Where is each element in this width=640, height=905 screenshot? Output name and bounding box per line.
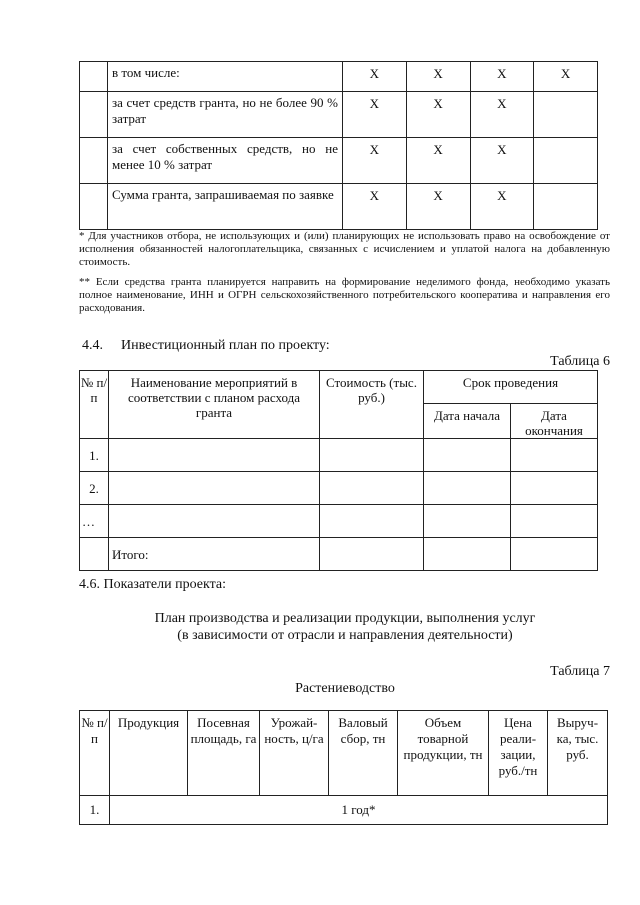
- grant-cost-table: [79, 61, 598, 230]
- footnote-fund: ** Если средства гранта планируется направить на формирование неделимого фонда, необходимо указать полное наименование, ИНН и ОГРН сельскохозяйственного потребительского кооператива и направления его расходования.: [79, 276, 610, 314]
- mark-cell: Х: [470, 184, 534, 230]
- header-revenue: Выруч-ка, тыс. руб.: [548, 711, 608, 796]
- table-header-row: [80, 371, 598, 404]
- header-start-date: Дата начала: [424, 404, 511, 439]
- row-name: [109, 472, 320, 505]
- row-number: 2.: [80, 472, 109, 505]
- section-title: Инвестиционный план по проекту:: [121, 338, 330, 353]
- row-description: в том числе:: [108, 62, 343, 92]
- footnote-vat: * Для участников отбора, не использующих и (или) планирующих не использовать право на освобождение от исполнения обязанностей налогоплательщика, связанных с исчислением и уплатой налога на добавленную стоимость.: [79, 230, 610, 268]
- mark-cell: Х: [343, 138, 407, 184]
- header-period: Срок проведения: [424, 371, 598, 404]
- production-plan-table: [79, 710, 608, 825]
- header-gross-harvest: Валовый сбор, тн: [329, 711, 398, 796]
- row-name: [109, 439, 320, 472]
- year-label: 1 год*: [110, 796, 608, 825]
- mark-cell: [534, 184, 598, 230]
- plan-title-line: План производства и реализации продукции, выполнения услуг: [154, 611, 536, 626]
- row-number: …: [80, 505, 109, 538]
- row-number-cell: [80, 92, 108, 138]
- row-cost: [320, 472, 424, 505]
- header-sown-area: Посевная площадь, га: [188, 711, 260, 796]
- mark-cell: Х: [470, 62, 534, 92]
- mark-cell: Х: [406, 184, 470, 230]
- mark-cell: Х: [534, 62, 598, 92]
- mark-cell: Х: [470, 92, 534, 138]
- row-end: [511, 505, 598, 538]
- row-description: за счет собственных средств, но не менее 10 % затрат: [108, 138, 343, 184]
- header-name: Наименование мероприятий в соответствии с планом расхода гранта: [109, 371, 320, 439]
- mark-cell: Х: [406, 62, 470, 92]
- row-cost: [320, 505, 424, 538]
- row-cost: [320, 538, 424, 571]
- investment-plan-table: [79, 370, 598, 571]
- table-row: [80, 505, 598, 538]
- header-num: № п/п: [80, 711, 110, 796]
- row-name: Итого:: [109, 538, 320, 571]
- table-row: [80, 796, 608, 825]
- mark-cell: Х: [470, 138, 534, 184]
- mark-cell: Х: [406, 92, 470, 138]
- plan-title: [0, 610, 640, 644]
- header-product-volume: Объем товарной продукции, тн: [398, 711, 489, 796]
- header-yield: Урожай-ность, ц/га: [260, 711, 329, 796]
- header-end-date: Дата окончания: [511, 404, 598, 439]
- table-subtitle: Растениеводство: [295, 681, 395, 696]
- row-number-cell: [80, 62, 108, 92]
- header-num: № п/п: [80, 371, 109, 439]
- section-title: 4.6. Показатели проекта:: [79, 577, 226, 592]
- section-number: 4.4.: [82, 338, 103, 353]
- row-start: [424, 538, 511, 571]
- row-start: [424, 505, 511, 538]
- mark-cell: Х: [406, 138, 470, 184]
- table-row-total: [80, 538, 598, 571]
- row-description: за счет средств гранта, но не более 90 % затрат: [108, 92, 343, 138]
- table-header-row: [80, 711, 608, 796]
- table-row: [80, 472, 598, 505]
- row-cost: [320, 439, 424, 472]
- row-start: [424, 472, 511, 505]
- mark-cell: Х: [343, 92, 407, 138]
- table-label: Таблица 7: [550, 664, 610, 679]
- table-row: [80, 62, 598, 92]
- row-number: 1.: [80, 796, 110, 825]
- table-row: [80, 138, 598, 184]
- row-start: [424, 439, 511, 472]
- row-name: [109, 505, 320, 538]
- table-row: [80, 184, 598, 230]
- row-number: 1.: [80, 439, 109, 472]
- row-number-cell: [80, 184, 108, 230]
- row-number-cell: [80, 138, 108, 184]
- row-end: [511, 439, 598, 472]
- plan-title-line: (в зависимости от отрасли и направления деятельности): [177, 628, 513, 643]
- header-price: Цена реали-зации, руб./тн: [489, 711, 548, 796]
- table-row: [80, 92, 598, 138]
- header-product: Продукция: [110, 711, 188, 796]
- table-label: Таблица 6: [550, 354, 610, 369]
- table-row: [80, 439, 598, 472]
- row-end: [511, 538, 598, 571]
- mark-cell: [534, 138, 598, 184]
- row-number: [80, 538, 109, 571]
- row-end: [511, 472, 598, 505]
- mark-cell: [534, 92, 598, 138]
- row-description: Сумма гранта, запрашиваемая по заявке: [108, 184, 343, 230]
- header-cost: Стоимость (тыс. руб.): [320, 371, 424, 439]
- mark-cell: Х: [343, 62, 407, 92]
- mark-cell: Х: [343, 184, 407, 230]
